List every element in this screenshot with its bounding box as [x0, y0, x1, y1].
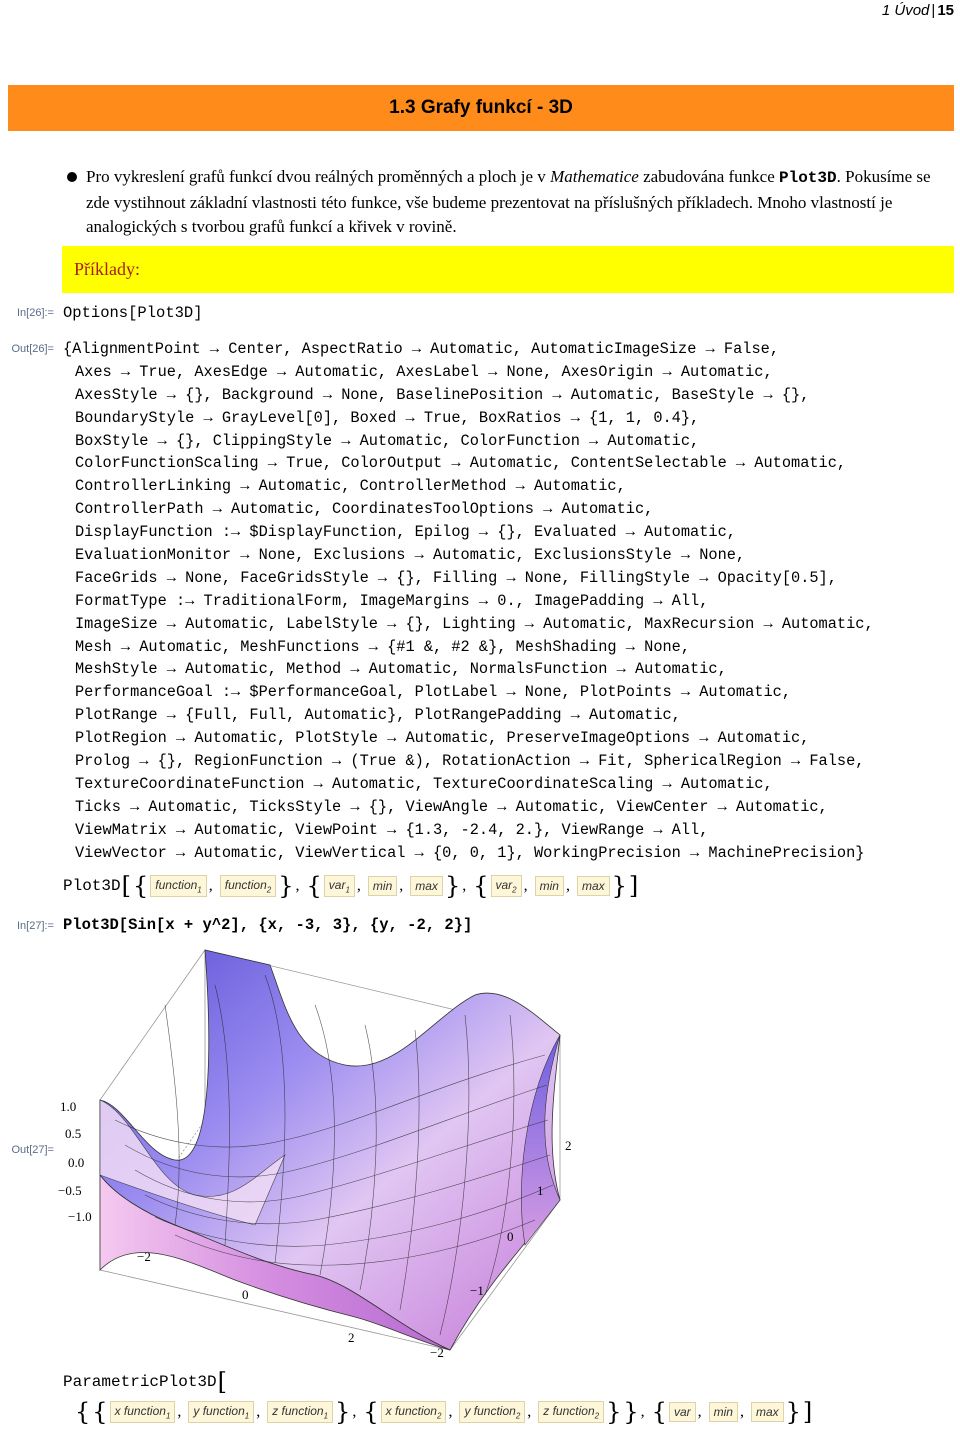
placeholder-max2[interactable]: max [577, 876, 610, 896]
comma: , [462, 877, 467, 894]
examples-label: Příklady: [74, 259, 140, 279]
options-line: AxesStyle → {}, Background → None, BaselinePosition → Automatic, BaseStyle → {}, [75, 385, 810, 404]
parametricplot3d-template-args [74, 1398, 813, 1426]
options-line: EvaluationMonitor → None, Exclusions → Automatic, ExclusionsStyle → None, [75, 546, 746, 565]
y-tick-label: 0 [507, 1229, 514, 1244]
surface [100, 950, 560, 1350]
brace: } [444, 872, 461, 900]
placeholder-min1[interactable]: min [368, 876, 397, 896]
brace: { [92, 1398, 108, 1426]
plot3d-template [63, 872, 639, 900]
brace: } [606, 1398, 622, 1426]
options-line: ControllerPath → Automatic, CoordinatesToolOptions → Automatic, [75, 500, 654, 519]
y-tick-label: 2 [565, 1138, 572, 1153]
output-label: Out[27]= [11, 1144, 54, 1156]
brace: } [278, 872, 294, 900]
bullet-icon [67, 172, 77, 182]
placeholder-function2[interactable]: function$_2$ [220, 875, 276, 897]
options-line: ColorFunctionScaling → True, ColorOutput → Automatic, ContentSelectable → Automatic, [75, 454, 847, 473]
options-line: ViewMatrix → Automatic, ViewPoint → {1.3, -2.4, 2.}, ViewRange → All, [75, 820, 709, 839]
options-line: FaceGrids → None, FaceGridsStyle → {}, Filling → None, FillingStyle → Opacity[0.5], [75, 568, 837, 587]
comma: , [356, 877, 361, 894]
y-tick-label: 1 [537, 1183, 544, 1198]
section-title-bar [8, 85, 954, 131]
options-line: FormatType :→ TraditionalForm, ImageMargins → 0., ImagePadding → All, [75, 591, 709, 610]
comma: , [697, 1403, 702, 1420]
placeholder-z-function1[interactable]: z function$_1$ [267, 1401, 333, 1423]
comma: , [352, 1403, 357, 1420]
brace: { [75, 1398, 91, 1426]
options-line: BoxStyle → {}, ClippingStyle → Automatic, ColorFunction → Automatic, [75, 431, 700, 450]
comma: , [565, 877, 570, 894]
brace: { [363, 1398, 379, 1426]
options-line: {AlignmentPoint → Center, AspectRatio → Automatic, AutomaticImageSize → False, [63, 340, 780, 358]
running-head [882, 2, 954, 19]
options-output [63, 338, 958, 864]
y-tick-label: −1 [470, 1283, 484, 1298]
placeholder-var2[interactable]: var$_2$ [491, 875, 522, 897]
placeholder-x-function2[interactable]: x function$_2$ [381, 1401, 447, 1423]
intro-function-name: Plot3D [779, 169, 837, 187]
options-line: BoundaryStyle → GrayLevel[0], Boxed → True, BoxRatios → {1, 1, 0.4}, [75, 408, 700, 427]
comma: , [739, 1403, 744, 1420]
x-tick-label: 0 [242, 1287, 249, 1302]
options-line: Axes → True, AxesEdge → Automatic, AxesLabel → None, AxesOrigin → Automatic, [75, 362, 773, 381]
placeholder-z-function2[interactable]: z function$_2$ [538, 1401, 604, 1423]
options-line: Prolog → {}, RegionFunction → (True &), RotationAction → Fit, SphericalRegion → False, [75, 752, 865, 771]
z-tick-label: 1.0 [60, 1099, 77, 1114]
template-head: ParametricPlot3D [63, 1373, 217, 1391]
options-line: PerformanceGoal :→ $PerformanceGoal, PlotLabel → None, PlotPoints → Automatic, [75, 683, 792, 702]
comma: , [448, 1403, 453, 1420]
options-line: Mesh → Automatic, MeshFunctions → {#1 &, #2 &}, MeshShading → None, [75, 637, 691, 656]
brace: } [785, 1398, 801, 1426]
options-line: PlotRange → {Full, Full, Automatic}, PlotRangePadding → Automatic, [75, 706, 681, 725]
brace: { [473, 872, 489, 900]
bracket: [ [121, 872, 131, 900]
z-tick-label: −1.0 [68, 1209, 92, 1224]
bracket: ] [802, 1398, 813, 1426]
examples-bar [62, 246, 954, 293]
placeholder-x-function1[interactable]: x function$_1$ [110, 1401, 176, 1423]
options-line: TextureCoordinateFunction → Automatic, TextureCoordinateScaling → Automatic, [75, 774, 773, 793]
x-tick-label: −2 [137, 1249, 151, 1264]
chapter-label: 1 Úvod [881, 2, 930, 19]
brace: { [306, 872, 322, 900]
output-label: Out[26]= [11, 343, 54, 355]
intro-app-name: Mathematice [550, 167, 639, 186]
placeholder-min[interactable]: min [709, 1402, 738, 1422]
bracket: ] [628, 872, 639, 900]
z-tick-label: 0.5 [65, 1126, 82, 1141]
input-code[interactable]: Plot3D[Sin[x + y^2], {x, -3, 3}, {y, -2, 2}] [63, 916, 473, 934]
brace: { [651, 1398, 667, 1426]
separator: | [931, 2, 936, 19]
placeholder-y-function2[interactable]: y function$_2$ [459, 1401, 525, 1423]
options-line: DisplayFunction :→ $DisplayFunction, Epilog → {}, Evaluated → Automatic, [75, 523, 736, 542]
placeholder-function1[interactable]: function$_1$ [150, 875, 206, 897]
intro-paragraph [86, 165, 946, 240]
options-line: Ticks → Automatic, TicksStyle → {}, ViewAngle → Automatic, ViewCenter → Automatic, [75, 797, 828, 816]
comma: , [208, 877, 213, 894]
options-line: MeshStyle → Automatic, Method → Automatic, NormalsFunction → Automatic, [75, 660, 727, 679]
z-axis [58, 1099, 92, 1224]
template-head: Plot3D [63, 877, 121, 895]
comma: , [295, 877, 300, 894]
intro-text: . Pokusíme se zde vystihnout základní vlastnosti této funkce, vše budeme prezentovat na příslušných příkladech. Mnoho vlastností je analogických s tvorbou grafů funkcí a křivek v rovině. [86, 167, 931, 236]
plot3d-output[interactable] [55, 945, 595, 1365]
options-line: PlotRegion → Automatic, PlotStyle → Automatic, PreserveImageOptions → Automatic, [75, 729, 810, 748]
input-label: In[26]:= [16, 307, 54, 319]
z-tick-label: 0.0 [68, 1155, 85, 1170]
y-tick-label: −2 [430, 1345, 444, 1360]
input-label: In[27]:= [16, 920, 54, 932]
comma: , [399, 877, 404, 894]
bracket: [ [217, 1368, 227, 1396]
brace: { [132, 872, 149, 900]
x-tick-label: 2 [348, 1330, 355, 1345]
brace: } [611, 872, 627, 900]
placeholder-var[interactable]: var [669, 1402, 696, 1422]
comma: , [527, 1403, 532, 1420]
placeholder-max[interactable]: max [751, 1402, 784, 1422]
options-line: ViewVector → Automatic, ViewVertical → {0, 0, 1}, WorkingPrecision → MachinePrecision} [75, 843, 865, 862]
placeholder-var1[interactable]: var$_1$ [324, 875, 355, 897]
brace: } [623, 1398, 639, 1426]
section-title: 1.3 Grafy funkcí - 3D [389, 97, 573, 118]
comma: , [523, 877, 528, 894]
parametricplot3d-template-head [63, 1368, 228, 1396]
placeholder-y-function1[interactable]: y function$_1$ [188, 1401, 254, 1423]
input-code[interactable]: Options[Plot3D] [63, 304, 203, 322]
z-tick-label: −0.5 [58, 1183, 82, 1198]
comma: , [640, 1403, 645, 1420]
comma: , [256, 1403, 261, 1420]
options-line: ControllerLinking → Automatic, ControllerMethod → Automatic, [75, 477, 626, 496]
intro-text: zabudována funkce [638, 167, 779, 186]
intro-text: Pro vykreslení grafů funkcí dvou reálných proměnných a ploch je v [86, 167, 551, 186]
page-number: 15 [937, 2, 954, 19]
placeholder-max1[interactable]: max [410, 876, 443, 896]
comma: , [177, 1403, 182, 1420]
brace: } [335, 1398, 351, 1426]
options-line: ImageSize → Automatic, LabelStyle → {}, Lighting → Automatic, MaxRecursion → Automatic, [75, 614, 874, 633]
placeholder-min2[interactable]: min [535, 876, 564, 896]
